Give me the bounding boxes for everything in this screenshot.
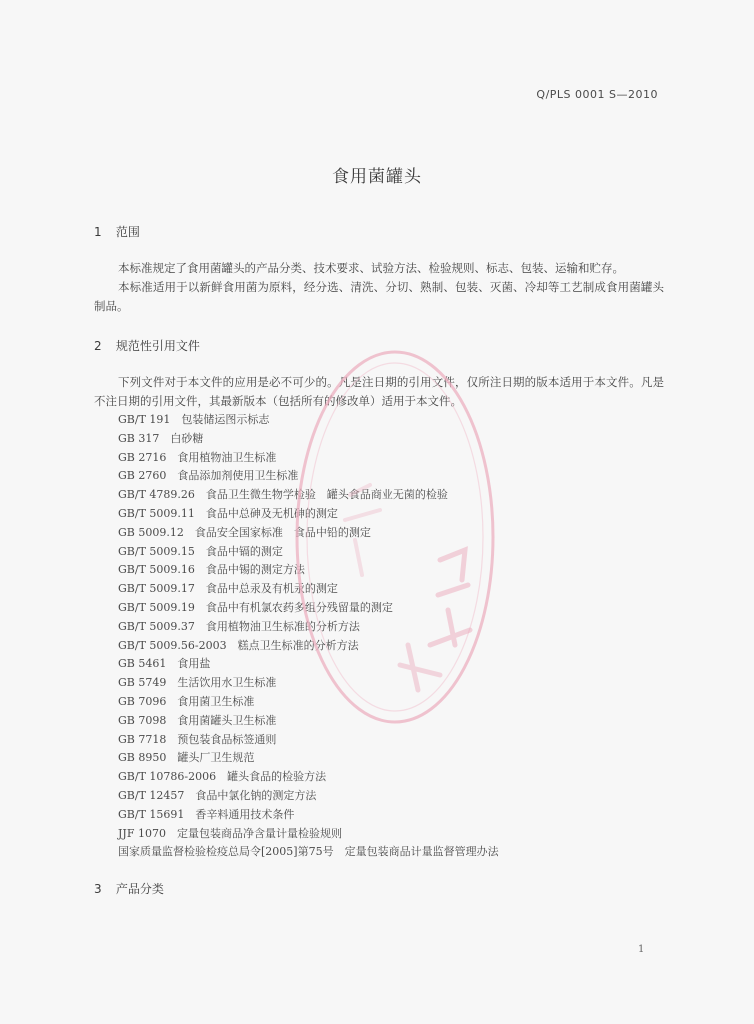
section-number: 3 [94,882,102,896]
reference-item: GB 2716 食用植物油卫生标准 [118,450,277,464]
reference-item: GB/T 15691 香辛料通用技术条件 [118,807,295,821]
reference-item: GB/T 4789.26 食品卫生微生物学检验 罐头食品商业无菌的检验 [118,488,448,502]
reference-item: GB/T 5009.19 食品中有机氯农药多组分残留量的测定 [118,600,393,614]
reference-item: GB/T 5009.37 食用植物油卫生标准的分析方法 [118,619,360,633]
references-intro: 下列文件对于本文件的应用是必不可少的。凡是注日期的引用文件，仅所注日期的版本适用于本文件。凡是不注日期的引用文件，其最新版本（包括所有的修改单）适用于本文件。 [94,375,664,408]
document-title: 食用菌罐头 [332,167,422,187]
reference-item: GB 7718 预包装食品标签通则 [118,732,277,746]
reference-item: GB 317 白砂糖 [118,431,204,445]
reference-item: GB/T 12457 食品中氯化钠的测定方法 [118,788,317,802]
reference-item: GB/T 10786-2006 罐头食品的检验方法 [118,770,327,784]
reference-item: GB/T 5009.16 食品中锡的测定方法 [118,563,305,577]
reference-item: GB/T 5009.17 食品中总汞及有机汞的测定 [118,582,338,596]
reference-list [118,411,499,862]
reference-item: GB 7098 食用菌罐头卫生标准 [118,713,277,727]
reference-item: GB/T 5009.11 食品中总砷及无机砷的测定 [118,506,338,520]
reference-item: GB 2760 食品添加剂使用卫生标准 [118,469,299,483]
reference-item: JJF 1070 定量包装商品净含量计量检验规则 [118,826,342,840]
reference-item: GB 5749 生活饮用水卫生标准 [118,676,277,690]
reference-item: GB 8950 罐头厂卫生规范 [118,751,255,765]
section-title: 规范性引用文件 [115,339,200,353]
section-1-heading [94,223,140,240]
section-title: 产品分类 [115,882,164,896]
reference-item: GB/T 5009.15 食品中镉的测定 [118,544,283,558]
section-2-heading [94,337,200,354]
reference-item: GB/T 191 包装储运图示标志 [118,413,270,426]
reference-item: GB 7096 食用菌卫生标准 [118,694,255,708]
section-3-heading [94,880,164,897]
page-number: 1 [638,944,645,955]
standard-code: Q/PLS 0001 S—2010 [536,88,658,101]
reference-item: GB 5461 食用盐 [118,657,211,671]
scope-paragraph-1: 本标准规定了食用菌罐头的产品分类、技术要求、试验方法、检验规则、标志、包装、运输和贮存。 [118,261,624,275]
reference-item: GB 5009.12 食品安全国家标准 食品中铅的测定 [118,525,371,539]
scope-paragraph-2: 本标准适用于以新鲜食用菌为原料，经分选、清洗、分切、熟制、包装、灭菌、冷却等工艺制成食用菌罐头制品。 [94,280,664,313]
section-number: 1 [94,225,102,239]
reference-item: 国家质量监督检验检疫总局令[2005]第75号 定量包装商品计量监督管理办法 [118,845,499,859]
section-number: 2 [94,339,102,353]
reference-item: GB/T 5009.56-2003 糕点卫生标准的分析方法 [118,638,359,652]
section-title: 范围 [115,225,140,239]
